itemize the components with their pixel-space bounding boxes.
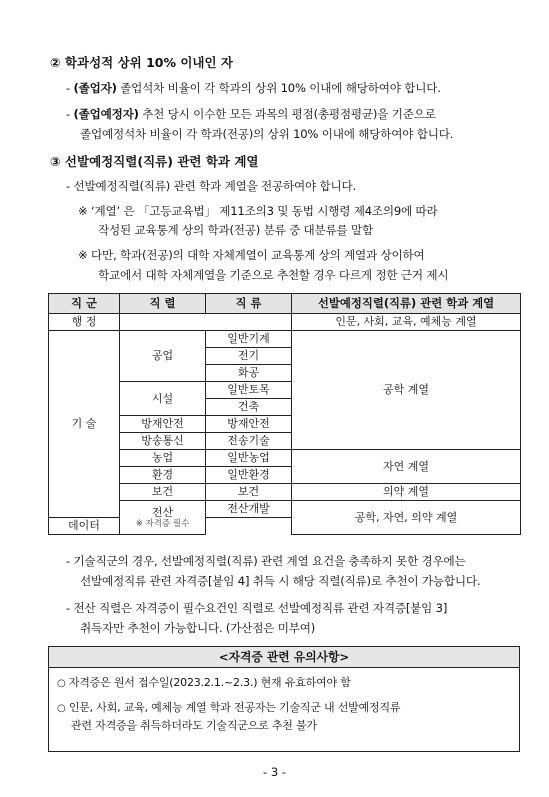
prospective-text: 추천 당시 이수한 모든 과목의 평점(총평점평균)을 기준으로 xyxy=(138,107,436,121)
note-1-line1: ‘계열’ 은 「고등교육법」 제11조의3 및 동법 시행령 제4조의9에 따라 xyxy=(91,204,438,218)
prospective-cont: 졸업예정석차 비율이 각 학과(전공)의 상위 10% 이내에 해당하여야 합니다. xyxy=(80,127,454,141)
tech-note-line1: - 기술직군의 경우, 선발예정직렬(직류) 관련 계열 요건을 충족하지 못한 경우에는 xyxy=(66,554,466,568)
graduate-item xyxy=(66,80,441,96)
header-field: 선발예정직렬(직류) 관련 학과 계열 xyxy=(292,294,521,314)
group-admin: 행 정 xyxy=(49,314,120,331)
table-row xyxy=(49,484,521,501)
group-tech: 기 술 xyxy=(49,331,120,518)
prospective-item xyxy=(66,106,436,122)
kind-cell: 데이터 xyxy=(49,518,120,535)
note-1-line2: 작성된 교육통계 상의 학과(전공) 분류 중 대분류를 말함 xyxy=(98,223,374,237)
notice-item-1 xyxy=(57,674,351,690)
series-bangjae: 방재안전 xyxy=(120,416,206,433)
series-bogeon: 보건 xyxy=(120,484,206,501)
field-multi: 공학, 자연, 의약 계열 xyxy=(292,501,521,535)
header-series: 직 렬 xyxy=(120,294,206,314)
header-kind: 직 류 xyxy=(206,294,292,314)
note-mark: ※ xyxy=(78,248,88,262)
notice-item-2-line1: 인문, 사회, 교육, 예체능 계열 학과 전공자는 기술직군 내 선발예정직류 xyxy=(68,701,401,714)
notice-title: <자격증 관련 유의사항> xyxy=(49,647,519,668)
graduate-text: 졸업석차 비율이 각 학과의 상위 10% 이내에 해당하여야 합니다. xyxy=(116,81,441,95)
admin-empty xyxy=(120,314,292,331)
table-row xyxy=(49,501,521,518)
page-number: - 3 - xyxy=(263,765,286,779)
kind-cell: 일반환경 xyxy=(206,467,292,484)
table-row xyxy=(49,331,521,348)
notice-item-1-text: 자격증은 원서 접수일(2023.2.1.~2.3.) 현재 유효하여야 함 xyxy=(68,676,351,689)
certificate-required-note: ※ 자격증 필수 xyxy=(135,519,190,529)
major-field-table xyxy=(48,293,521,535)
notice-item-2 xyxy=(57,699,400,715)
table-row xyxy=(49,314,521,331)
computer-note-line1: - 전산 직렬은 자격증이 필수요건인 직렬로 선발예정직류 관련 자격증[붙임 3] xyxy=(66,601,448,615)
series-jeonsan-label: 전산 xyxy=(151,506,174,519)
series-siseol: 시설 xyxy=(120,382,206,416)
series-bangsong: 방송통신 xyxy=(120,433,206,450)
note-1 xyxy=(78,203,438,219)
field-admin: 인문, 사회, 교육, 예체능 계열 xyxy=(292,314,521,331)
kind-cell: 방재안전 xyxy=(206,416,292,433)
note-2-line1: 다만, 학과(전공)의 대학 자체계열이 교육통계 상의 계열과 상이하여 xyxy=(91,248,425,262)
table-header-row xyxy=(49,294,521,314)
kind-cell: 전송기술 xyxy=(206,433,292,450)
series-hwangyeong: 환경 xyxy=(120,467,206,484)
kind-cell: 건축 xyxy=(206,399,292,416)
bullet-icon: ○ xyxy=(57,703,66,714)
table-row xyxy=(49,450,521,467)
section-3-intro: - 선발예정직렬(직류) 관련 학과 계열을 전공하여야 합니다. xyxy=(66,179,357,193)
bullet-icon: ○ xyxy=(57,678,66,689)
kind-cell: 일반농업 xyxy=(206,450,292,467)
kind-cell: 보건 xyxy=(206,484,292,501)
section-3-heading: ③ 선발예정직렬(직류) 관련 학과 계열 xyxy=(50,154,259,169)
certificate-notice-box xyxy=(48,646,520,752)
kind-cell: 일반토목 xyxy=(206,382,292,399)
series-jeonsan xyxy=(120,501,206,535)
kind-cell: 전기 xyxy=(206,348,292,365)
series-nongeop: 농업 xyxy=(120,450,206,467)
field-medical: 의약 계열 xyxy=(292,484,521,501)
note-2-line2: 학교에서 대학 자체계열을 기준으로 추천할 경우 다르게 정한 근거 제시 xyxy=(98,268,449,282)
kind-cell: 화공 xyxy=(206,365,292,382)
notice-item-2-line2: 관련 자격증을 취득하더라도 기술직군으로 추천 불가 xyxy=(71,719,317,732)
prospective-label: (졸업예정자) xyxy=(73,107,139,121)
dash: - xyxy=(66,107,70,121)
note-2 xyxy=(78,247,425,263)
tech-note-line2: 선발예정직류 관련 자격증[붙임 4] 취득 시 해당 직렬(직류)로 추천이 가능합니다. xyxy=(80,574,481,588)
dash: - xyxy=(66,81,70,95)
graduate-label: (졸업자) xyxy=(73,81,117,95)
field-nature: 자연 계열 xyxy=(292,450,521,484)
field-engineering: 공학 계열 xyxy=(292,331,521,450)
header-group: 직 군 xyxy=(49,294,120,314)
series-gongeop: 공업 xyxy=(120,331,206,382)
kind-cell: 일반기계 xyxy=(206,331,292,348)
kind-cell: 전산개발 xyxy=(206,501,292,518)
section-2-heading: ② 학과성적 상위 10% 이내인 자 xyxy=(50,55,234,70)
note-mark: ※ xyxy=(78,204,88,218)
computer-note-line2: 취득자만 추천이 가능합니다. (가산점은 미부여) xyxy=(80,621,316,635)
